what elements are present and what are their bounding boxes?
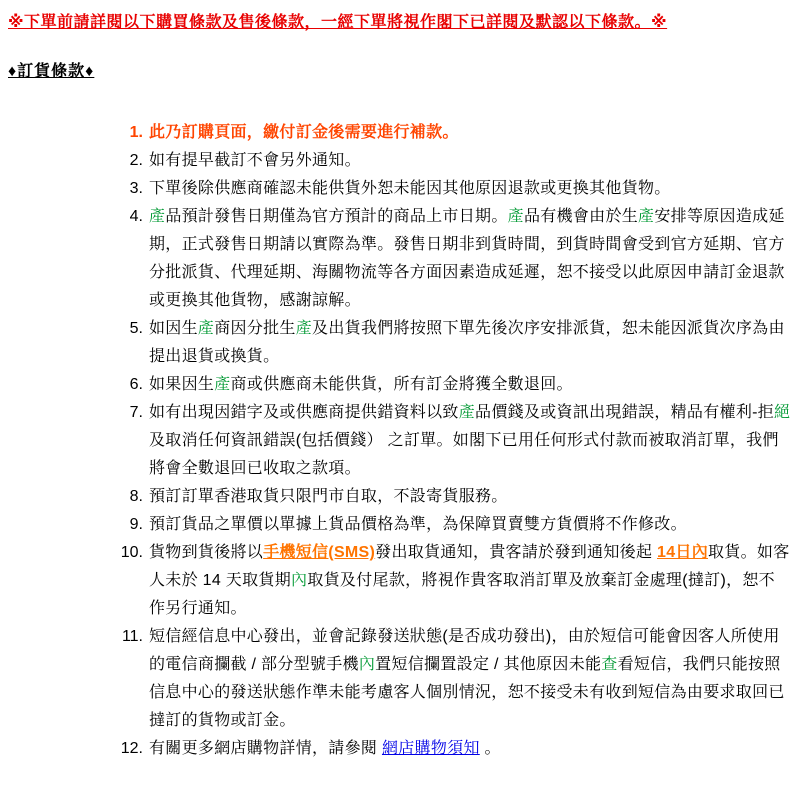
term-number: 9.: [129, 516, 143, 533]
term-item: [113, 511, 791, 539]
term-text: 產品預計發售日期僅為官方預計的商品上市日期。產品有機會由於生產安排等原因造成延期，正式發售日期請以實際為準。發售日期非到貨時間，到貨時間會受到官方延期、官方分批派貨、代理延期、海關物流等各方面因素造成延遲，恕不接受以此原因申請訂金退款或更換其他貨物，感謝諒解。: [149, 208, 785, 309]
term-number: 5.: [129, 320, 143, 337]
term-number: 4.: [129, 208, 143, 225]
highlight-char: 產: [214, 376, 231, 393]
term-item: [113, 175, 791, 203]
term-text: 貨物到貨後將以手機短信(SMS)發出取貨通知，貴客請於發到通知後起 14日內取貨。如客人未於 14 天取貨期內取貨及付尾款，將視作貴客取消訂單及放棄訂金處理(撻訂)，恕不作另行通知。: [149, 544, 790, 617]
term-item: [113, 483, 791, 511]
emphasis-text: 14日內: [657, 544, 708, 561]
term-item: [113, 371, 791, 399]
term-item: [113, 539, 791, 623]
term-number: 2.: [129, 152, 143, 169]
highlight-char: 產: [458, 404, 476, 421]
highlight-char: 產: [295, 320, 313, 337]
term-item: [113, 147, 791, 175]
term-number: 7.: [129, 404, 143, 421]
term-text: 預訂訂單香港取貨只限門市自取，不設寄貨服務。: [149, 488, 508, 505]
terms-page: [8, 12, 801, 763]
term-item: [113, 203, 791, 315]
term-item: [113, 119, 791, 147]
highlight-char: 產: [149, 208, 166, 225]
term-text: 下單後除供應商確認未能供貨外恕未能因其他原因退款或更換其他貨物。: [149, 180, 671, 197]
highlight-char: 查: [601, 656, 618, 673]
term-text: 短信經信息中心發出，並會記錄發送狀態(是否成功發出)，由於短信可能會因客人所使用的電信商攔截 / 部分型號手機內置短信攔置設定 / 其他原因未能查看短信，我們只能按照信息中心的發送狀態作準未能考慮客人個別情況，恕不接受未有收到短信為由要求取回已撻訂的貨物或訂金。: [149, 628, 785, 729]
term-text: 如果因生產商或供應商未能供貨，所有訂金將獲全數退回。: [149, 376, 573, 393]
term-text: 如有提早截訂不會另外通知。: [149, 152, 361, 169]
highlight-char: 產: [638, 208, 655, 225]
term-text: 如因生產商因分批生產及出貨我們將按照下單先後次序安排派貨，恕未能因派貨次序為由提出退貨或換貨。: [149, 320, 785, 365]
term-item: [113, 735, 791, 763]
order-terms-heading: ♦訂貨條款♦: [8, 63, 95, 80]
highlight-char: 絕: [774, 404, 791, 421]
term-number: 6.: [129, 376, 143, 393]
shop-guide-link[interactable]: 網店購物須知: [381, 740, 480, 757]
term-number: 11.: [121, 628, 143, 645]
highlight-char: 內: [291, 572, 308, 589]
term-number: 8.: [129, 488, 143, 505]
highlight-char: 內: [358, 656, 376, 673]
emphasis-text: 此乃訂購頁面，繳付訂金後需要進行補款。: [149, 124, 459, 141]
term-item: [113, 315, 791, 371]
term-text: 有關更多網店購物詳情，請參閱 網店購物須知 。: [149, 740, 501, 757]
highlight-char: 產: [507, 208, 524, 225]
emphasis-text: 手機短信(SMS): [263, 544, 376, 561]
term-number: 3.: [129, 180, 143, 197]
term-number: 10.: [120, 544, 143, 561]
term-item: [113, 399, 791, 483]
term-number: 12.: [120, 740, 143, 757]
terms-list: [113, 119, 791, 763]
pre-order-notice: ※下單前請詳閱以下購買條款及售後條款，一經下單將視作閣下已詳閱及默認以下條款。※: [8, 14, 668, 31]
term-text: 如有出現因錯字及或供應商提供錯資料以致產品價錢及或資訊出現錯誤，精品有權利-拒絕及取消任何資訊錯誤(包括價錢） 之訂單。如閣下已用任何形式付款而被取消訂單，我們將會全數退回已收取之款項。: [149, 404, 791, 477]
term-text: [149, 119, 791, 147]
highlight-char: 產: [197, 320, 215, 337]
term-item: [113, 623, 791, 735]
term-number: 1.: [129, 124, 143, 141]
term-text: 預訂貨品之單價以單據上貨品價格為準，為保障買賣雙方貨價將不作修改。: [149, 516, 687, 533]
